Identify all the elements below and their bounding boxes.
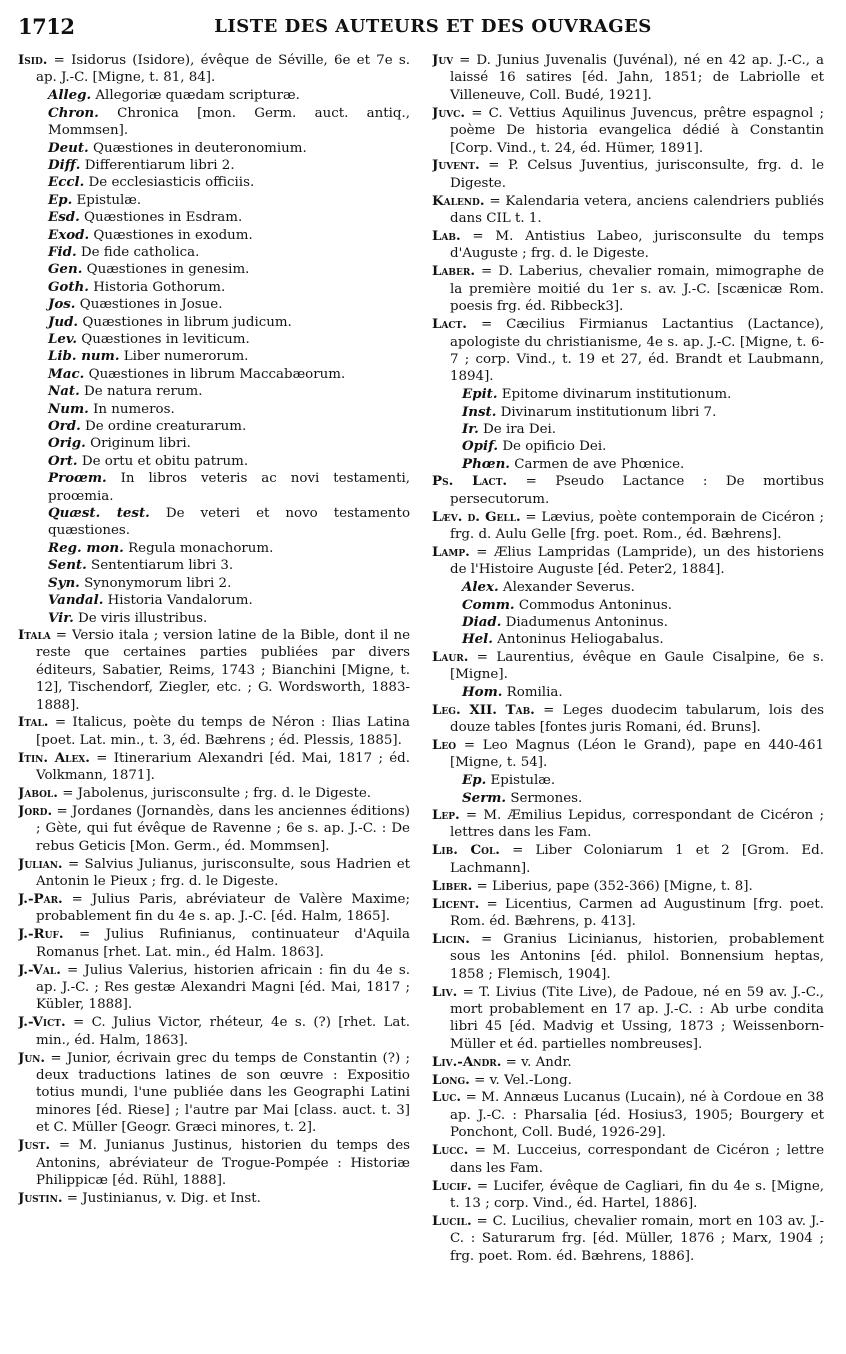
entry-text: De ecclesiasticis officiis.	[84, 175, 255, 191]
author-abbreviation: J.-Par.	[18, 891, 63, 907]
author-entry	[18, 926, 410, 961]
entry-text: Divinarum institutionum libri 7.	[496, 404, 717, 420]
work-entry	[432, 386, 824, 403]
page-number: 1712	[18, 14, 75, 39]
work-entry	[18, 383, 410, 400]
author-abbreviation: Kalend.	[432, 192, 485, 209]
entry-text: = Laurentius, évêque en Gaule Cisalpine, 6e s. [Migne].	[450, 649, 824, 683]
author-abbreviation: Jord.	[18, 802, 53, 819]
entry-text: De veteri et novo testamento quæstiones.	[48, 506, 410, 539]
author-entry	[432, 105, 824, 157]
author-entry	[432, 931, 824, 983]
entry-text: = Licentius, Carmen ad Augustinum [frg. poet. Rom. éd. Bæhrens, p. 413].	[450, 896, 824, 929]
work-abbreviation: Alex.	[462, 579, 499, 596]
author-abbreviation: Læv. d. Gell.	[432, 508, 521, 525]
work-abbreviation: Hom.	[462, 684, 503, 701]
entry-text: = Ælius Lampridas (Lampride), un des historiens de l'Histoire Auguste [éd. Peter2, 1884].	[450, 544, 824, 578]
author-entry	[432, 228, 824, 263]
work-entry	[18, 575, 410, 592]
work-entry	[18, 453, 410, 470]
author-entry	[18, 891, 410, 926]
work-abbreviation: Eccl.	[48, 174, 85, 191]
work-abbreviation: Alleg.	[48, 87, 92, 104]
entry-text: Antoninus Heliogabalus.	[492, 632, 664, 648]
work-entry	[18, 314, 410, 331]
entry-text: = M. Lucceius, correspondant de Cicéron ; lettre dans les Fam.	[450, 1143, 824, 1176]
entry-text: Commodus Antoninus.	[514, 597, 672, 613]
left-column	[18, 52, 410, 1342]
entry-text: De fide catholica.	[76, 244, 200, 260]
author-entry	[432, 1178, 824, 1213]
author-abbreviation: J.-Vict.	[18, 1014, 66, 1031]
work-entry	[18, 227, 410, 244]
work-entry	[18, 401, 410, 418]
author-abbreviation: Just.	[18, 1137, 51, 1154]
work-entry	[432, 438, 824, 455]
entry-text: = Julius Paris, abréviateur de Valère Maxime; probablement fin du 4e s. ap. J.-C. [éd. Halm, 1865].	[36, 892, 410, 925]
author-entry	[18, 714, 410, 749]
work-abbreviation: Mac.	[48, 365, 85, 382]
work-entry	[18, 192, 410, 209]
entry-text: = v. Andr.	[501, 1054, 572, 1070]
author-abbreviation: Liv.	[432, 983, 458, 1000]
entry-text: Sermones.	[506, 790, 583, 806]
work-entry	[432, 421, 824, 438]
work-abbreviation: Inst.	[462, 403, 497, 420]
work-entry	[432, 631, 824, 648]
author-entry	[432, 1142, 824, 1177]
author-abbreviation: Lucil.	[432, 1212, 472, 1229]
author-entry	[432, 544, 824, 579]
work-abbreviation: Diad.	[462, 614, 502, 630]
author-entry	[432, 984, 824, 1054]
work-entry	[18, 279, 410, 296]
author-entry	[432, 1054, 824, 1071]
entry-text: = Itinerarium Alexandri [éd. Mai, 1817 ; éd. Volkmann, 1871].	[36, 750, 410, 784]
entry-text: Quæstiones in deuteronomium.	[88, 140, 307, 156]
entry-text: De opificio Dei.	[498, 439, 607, 455]
entry-text: = Pseudo Lactance : De mortibus persecutorum.	[450, 474, 824, 507]
author-abbreviation: Lab.	[432, 228, 461, 245]
entry-text: = M. Antistius Labeo, jurisconsulte du temps d'Auguste ; frg. d. le Digeste.	[450, 229, 824, 262]
author-abbreviation: Itala	[18, 626, 51, 643]
entry-text: Historia Vandalorum.	[103, 593, 253, 609]
work-abbreviation: Jos.	[48, 296, 76, 313]
entry-text: De viris illustribus.	[73, 610, 208, 626]
entry-text: = Justinianus, v. Dig. et Inst.	[62, 1190, 261, 1206]
work-entry	[18, 592, 410, 609]
author-abbreviation: Luc.	[432, 1089, 462, 1106]
author-entry	[432, 1089, 824, 1141]
entry-text: Quæstiones in genesim.	[82, 262, 250, 278]
right-column	[432, 52, 824, 1342]
entry-text: = Julius Valerius, historien africain : fin du 4e s. ap. J.-C. ; Res gestæ Alexandri Magni [éd. Mai, 1817 ; Kübler, 1888].	[36, 962, 410, 1013]
entry-text: = Lævius, poète contemporain de Cicéron ; frg. d. Aulu Gelle [frg. poet. Rom., éd. Bæhrens].	[450, 509, 824, 542]
work-abbreviation: Vandal.	[48, 592, 104, 609]
work-entry	[18, 366, 410, 383]
work-entry	[18, 87, 410, 104]
author-entry	[18, 1050, 410, 1137]
entry-text: Quæstiones in exodum.	[89, 227, 253, 243]
entry-text: = Leo Magnus (Léon le Grand), pape en 440-461 [Migne, t. 54].	[450, 737, 824, 771]
author-abbreviation: Juvent.	[432, 157, 480, 174]
work-entry	[432, 790, 824, 807]
author-abbreviation: Lucc.	[432, 1142, 469, 1159]
entry-text: = Italicus, poète du temps de Néron : Ilias Latina [poet. Lat. min., t. 3, éd. Bæhrens ; éd. Plessis, 1885].	[36, 715, 410, 748]
author-abbreviation: Isid.	[18, 52, 48, 68]
work-abbreviation: Goth.	[48, 278, 89, 295]
work-abbreviation: Ep.	[462, 772, 487, 789]
author-abbreviation: Julian.	[18, 855, 63, 872]
work-abbreviation: Diff.	[48, 156, 81, 173]
work-abbreviation: Opif.	[462, 438, 499, 455]
work-entry	[18, 505, 410, 540]
author-abbreviation: Leg. XII. Tab.	[432, 701, 535, 718]
author-abbreviation: J.-Val.	[18, 961, 61, 978]
work-abbreviation: Exod.	[48, 226, 90, 243]
entry-text: Quæstiones in leviticum.	[77, 332, 250, 347]
author-abbreviation: Liber.	[432, 877, 473, 894]
entry-text: In numeros.	[88, 401, 175, 417]
entry-text: = Lucifer, évêque de Cagliari, fin du 4e s. [Migne, t. 13 ; corp. Vind., éd. Hartel, 1886].	[450, 1178, 824, 1211]
author-entry	[432, 737, 824, 772]
author-entry	[432, 702, 824, 737]
work-entry	[18, 348, 410, 365]
entry-text: = Isidorus (Isidore), évêque de Séville, 6e et 7e s. ap. J.-C. [Migne, t. 81, 84].	[36, 53, 410, 86]
author-abbreviation: J.-Ruf.	[18, 926, 64, 943]
author-entry	[432, 52, 824, 104]
work-entry	[18, 261, 410, 278]
entry-text: Epitome divinarum institutionum.	[497, 387, 732, 403]
author-entry	[432, 1072, 824, 1089]
entry-text: Regula monachorum.	[123, 540, 274, 556]
entry-text: = Jabolenus, jurisconsulte ; frg. d. le Digeste.	[57, 786, 372, 802]
entry-text: Quæstiones in Esdram.	[79, 210, 243, 226]
work-abbreviation: Hel.	[462, 631, 493, 648]
work-abbreviation: Syn.	[48, 574, 80, 591]
running-title: LISTE DES AUTEURS ET DES OUVRAGES	[214, 16, 652, 37]
entry-text: = C. Lucilius, chevalier romain, mort en 103 av. J.-C. : Saturarum frg. [éd. Müller, 1876 ; Marx, 1904 ; frg. poet. Rom. éd. Bæhrens, 1886].	[450, 1213, 824, 1264]
work-entry	[18, 174, 410, 191]
work-entry	[432, 456, 824, 473]
work-entry	[432, 597, 824, 614]
entry-text: = Granius Licinianus, historien, probablement sous les Antonins [éd. philol. Bonnensium heptas, 1858 ; Flemisch, 1904].	[450, 931, 824, 982]
author-abbreviation: Justin.	[18, 1189, 63, 1206]
work-abbreviation: Ord.	[48, 418, 81, 435]
author-entry	[432, 473, 824, 508]
author-entry	[432, 157, 824, 192]
entry-text: In libros veteris ac novi testamenti, proœmia.	[48, 471, 410, 504]
entry-text: = D. Laberius, chevalier romain, mimographe de la première moitié du 1er s. av. J.-C. [scænicæ Rom. poesis frg. éd. Ribbeck3].	[450, 264, 824, 315]
work-abbreviation: Ort.	[48, 452, 78, 469]
entry-text: = T. Livius (Tite Live), de Padoue, né en 59 av. J.-C., mort probablement en 17 ap. J.-C. : Ab urbe condita libri 45 [éd. Madvig et Ussing, 1873 ; Weissenborn-Müller et éd. partielles nombreuses].	[450, 984, 824, 1052]
work-abbreviation: Esd.	[48, 209, 80, 226]
entry-text: Historia Gothorum.	[88, 279, 226, 295]
author-entry	[432, 842, 824, 877]
entry-text: = Liber Coloniarum 1 et 2 [Grom. Ed. Lachmann].	[450, 843, 824, 876]
entry-text: = M. Æmilius Lepidus, correspondant de Cicéron ; lettres dans les Fam.	[450, 807, 824, 841]
entry-text: = Kalendaria vetera, anciens calendriers publiés dans CIL t. 1.	[450, 193, 824, 227]
work-entry	[18, 557, 410, 574]
entry-text: De ordine creaturarum.	[80, 419, 247, 435]
entry-text: = Julius Rufinianus, continuateur d'Aquila Romanus [rhet. Lat. min., éd Halm. 1863].	[36, 927, 410, 960]
page-header	[18, 14, 828, 42]
author-entry	[18, 856, 410, 891]
work-entry	[432, 404, 824, 421]
author-abbreviation: Lamp.	[432, 543, 470, 560]
work-abbreviation: Ep.	[48, 191, 73, 208]
author-abbreviation: Lep.	[432, 806, 460, 823]
work-entry	[432, 772, 824, 789]
entry-text: Originum libri.	[85, 436, 191, 452]
entry-text: = Salvius Julianus, jurisconsulte, sous Hadrien et Antonin le Pieux ; frg. d. le Digeste.	[36, 856, 410, 890]
work-entry	[18, 209, 410, 226]
work-entry	[432, 684, 824, 701]
work-abbreviation: Nat.	[48, 383, 80, 400]
entry-text: = v. Vel.-Long.	[469, 1072, 572, 1088]
work-entry	[18, 140, 410, 157]
work-abbreviation: Deut.	[48, 139, 89, 156]
entry-text: Romilia.	[502, 685, 563, 701]
work-entry	[18, 244, 410, 261]
work-entry	[432, 579, 824, 596]
entry-text: = Cæcilius Firmianus Lactantius (Lactance), apologiste du christianisme, 4e s. ap. J.-C. [Migne, t. 6-7 ; corp. Vind., t. 19 et 27, éd. Brandt et Laubmann, 1894].	[450, 317, 824, 385]
entry-text: = Leges duodecim tabularum, lois des douze tables [fontes juris Romani, éd. Bruns].	[450, 702, 824, 735]
author-abbreviation: Licent.	[432, 895, 480, 912]
author-entry	[432, 878, 824, 895]
entry-text: Quæstiones in librum Maccabæorum.	[84, 366, 346, 382]
author-entry	[432, 896, 824, 931]
author-entry	[18, 750, 410, 785]
work-entry	[18, 296, 410, 313]
author-entry	[18, 803, 410, 855]
work-entry	[18, 470, 410, 505]
author-abbreviation: Juvc.	[432, 104, 465, 121]
work-entry	[18, 610, 410, 627]
entry-text: = C. Julius Victor, rhéteur, 4e s. (?) [rhet. Lat. min., éd. Halm, 1863].	[36, 1015, 410, 1048]
author-abbreviation: Liv.-Andr.	[432, 1053, 502, 1070]
work-abbreviation: Proœm.	[48, 470, 107, 487]
author-abbreviation: Laur.	[432, 648, 469, 665]
work-entry	[18, 418, 410, 435]
author-entry	[18, 52, 410, 87]
author-entry	[432, 193, 824, 228]
author-entry	[432, 807, 824, 842]
work-abbreviation: Gen.	[48, 261, 83, 278]
work-abbreviation: Vir.	[48, 609, 74, 626]
entry-text: Quæstiones in Josue.	[75, 297, 223, 313]
entry-text: Allegoriæ quædam scripturæ.	[91, 88, 300, 104]
work-abbreviation: Orig.	[48, 435, 86, 452]
entry-text: Quæstiones in librum judicum.	[78, 314, 292, 330]
entry-text: = Versio itala ; version latine de la Bible, dont il ne reste que certaines parties publiées par divers éditeurs, Sabatier, Reims, 1743 ; Bianchini [Migne, t. 12], Tischendorf, Ziegler, etc. ; G. Wordsworth, 1883-1888].	[36, 627, 410, 713]
entry-text: Differentiarum libri 2.	[80, 157, 235, 173]
work-abbreviation: Lib. num.	[48, 348, 120, 365]
entry-text: = P. Celsus Juventius, jurisconsulte, frg. d. le Digeste.	[450, 158, 824, 191]
work-abbreviation: Quæst. test.	[48, 505, 150, 522]
entry-text: = D. Junius Juvenalis (Juvénal), né en 42 ap. J.-C., a laissé 16 satires [éd. Jahn, 1851; de Labriolle et Villeneuve, Coll. Budé, 1921].	[450, 53, 824, 103]
work-entry	[18, 331, 410, 348]
entry-text: = M. Annæus Lucanus (Lucain), né à Cordoue en 38 ap. J.-C. : Pharsalia [éd. Hosius3, 1905; Bourgery et Ponchont, Coll. Budé, 1926-29].	[450, 1090, 824, 1141]
entry-text: Alexander Severus.	[498, 580, 635, 596]
work-abbreviation: Chron.	[48, 104, 99, 121]
entry-text: De ira Dei.	[478, 422, 557, 438]
author-abbreviation: Lucif.	[432, 1177, 472, 1194]
author-abbreviation: Ps. Lact.	[432, 473, 508, 490]
author-entry	[432, 316, 824, 386]
work-abbreviation: Comm.	[462, 596, 515, 613]
author-abbreviation: Juv	[432, 52, 454, 68]
author-entry	[18, 1137, 410, 1189]
author-entry	[18, 1190, 410, 1207]
work-abbreviation: Num.	[48, 400, 89, 417]
work-entry	[18, 157, 410, 174]
entry-text: De natura rerum.	[79, 384, 203, 400]
entry-text: = M. Junianus Justinus, historien du temps des Antonins, abréviateur de Trogue-Pompée : Historiæ Philippicæ [éd. Rühl, 1888].	[36, 1138, 410, 1188]
entry-text: = Junior, écrivain grec du temps de Constantin (?) ; deux traductions latines de son œuvre : Expositio totius mundi, l'une publiée dans les Geographi Latini minores [éd. Riese] ; l'autre par Mai [class. auct. t. 3] et C. Müller [Geogr. Græci minores, t. 2].	[36, 1050, 410, 1136]
work-entry	[18, 435, 410, 452]
entry-text: Diadumenus Antoninus.	[501, 615, 668, 630]
author-entry	[18, 627, 410, 714]
author-abbreviation: Long.	[432, 1071, 470, 1088]
work-abbreviation: Epit.	[462, 386, 498, 403]
entry-text: Epistulæ.	[72, 192, 142, 208]
author-abbreviation: Lib. Col.	[432, 842, 500, 859]
entry-text: Liber numerorum.	[119, 349, 249, 365]
entry-text: Epistulæ.	[486, 773, 556, 789]
author-abbreviation: Laber.	[432, 263, 476, 280]
entry-text: Synonymorum libri 2.	[79, 575, 232, 591]
author-entry	[18, 1014, 410, 1049]
author-abbreviation: Itin. Alex.	[18, 749, 90, 766]
work-abbreviation: Serm.	[462, 789, 507, 806]
work-abbreviation: Sent.	[48, 557, 87, 574]
entry-text: = C. Vettius Aquilinus Juvencus, prêtre espagnol ; poème De historia evangelica dédié à Constantin [Corp. Vind., t. 24, éd. Hümer, 1891].	[450, 105, 824, 156]
author-abbreviation: Ital.	[18, 714, 49, 731]
work-entry	[18, 540, 410, 557]
author-abbreviation: Jabol.	[18, 785, 58, 802]
work-abbreviation: Jud.	[48, 313, 79, 330]
author-entry	[432, 263, 824, 315]
entry-text: = Jordanes (Jornandès, dans les anciennes éditions) ; Gète, qui fut évêque de Ravenne ; 6e s. ap. J.-C. : De rebus Geticis [Mon. Germ., éd. Mommsen].	[36, 803, 410, 854]
author-entry	[18, 785, 410, 802]
work-abbreviation: Fid.	[48, 243, 77, 260]
work-abbreviation: Lev.	[48, 331, 78, 347]
entry-text: De ortu et obitu patrum.	[77, 453, 249, 469]
work-abbreviation: Phœn.	[462, 455, 510, 472]
author-entry	[432, 509, 824, 544]
entry-text: Carmen de ave Phœnice.	[509, 456, 685, 472]
work-abbreviation: Reg. mon.	[48, 539, 124, 556]
entry-text: = Liberius, pape (352-366) [Migne, t. 8].	[472, 878, 753, 894]
author-entry	[432, 1213, 824, 1265]
author-entry	[432, 649, 824, 684]
author-abbreviation: Leo	[432, 736, 457, 753]
entry-text: Chronica [mon. Germ. auct. antiq., Mommsen].	[48, 105, 410, 139]
entry-text: Sententiarum libri 3.	[86, 558, 234, 574]
author-abbreviation: Jun.	[18, 1049, 46, 1066]
author-entry	[18, 962, 410, 1014]
work-entry	[18, 105, 410, 140]
author-abbreviation: Lact.	[432, 316, 467, 333]
work-entry	[432, 614, 824, 631]
work-abbreviation: Ir.	[462, 421, 479, 438]
author-abbreviation: Licin.	[432, 930, 470, 947]
